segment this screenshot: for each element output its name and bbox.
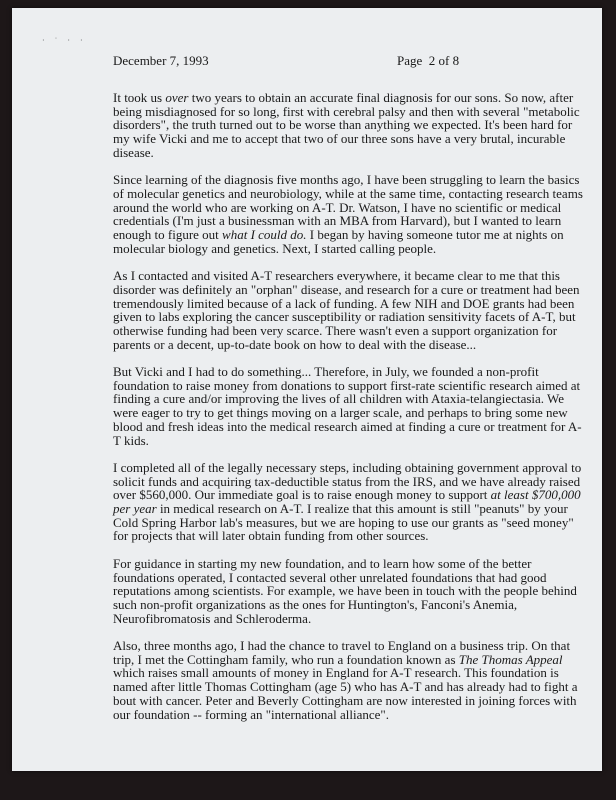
text-line [113,227,564,243]
text-run: disorder was definitely an "orphan" disease, and research for a cure or treatment had been [113,281,580,297]
text-run: bout with cancer. Peter and Beverly Cottingham are now interested in joining forces with [113,692,577,708]
text-line [113,377,581,393]
text-run: Also, three months ago, I had the chance to travel to England on a business trip. On that [113,638,571,654]
text-line [113,473,581,489]
italic-text: at least $700,000 [490,487,581,503]
text-run: around the world who are working on A-T. Dr. Watson, I have no scientific or medical [113,199,562,215]
text-run: named after little Thomas Cottingham (age 5) who has A-T and has already had to fight a [113,679,578,695]
text-line [113,487,581,503]
italic-text: what I could do. [222,227,307,243]
text-line [113,365,543,379]
text-line [113,569,547,585]
text-run: were eager to try to get things moving on a larger scale, and perhaps to bring some new [113,405,568,421]
text-line [113,679,578,695]
text-line [113,692,577,708]
text-line [113,391,565,407]
text-line [113,131,566,147]
text-run: foundations operated, I contacted several other unrelated foundations that had good [113,569,547,585]
letter-body [113,90,583,735]
text-run: disease. [113,144,154,160]
text-run: I began by having someone tutor me at nights on [306,227,564,243]
text-run: Neurofibromatosis and Schleroderma. [113,610,312,626]
text-line [113,90,574,105]
text-line [113,268,560,284]
text-run: foundation to raise money from donations to support first-rate scientific research aimed at [113,377,581,393]
text-line [113,242,543,256]
text-run: two years to obtain an accurate final diagnosis for our sons. So now, after [188,90,574,105]
paragraph-1 [113,90,580,160]
text-run: T kids. [113,432,149,448]
text-line [113,405,568,421]
text-run: solicit funds and acquiring tax-deductible status from the IRS, and we have already raised [113,473,581,489]
paragraph-6 [113,555,577,626]
text-line [113,418,582,434]
text-run: But Vicki and I had to do something... Therefore, in July, we founded a non-profit [113,364,539,380]
text-run: As I contacted and visited A-T researchers everywhere, it became clear to me that this [113,268,560,284]
text-line [113,322,558,338]
text-run: our foundation -- forming an "international alliance". [113,706,389,722]
paragraph-5 [113,459,582,544]
italic-text: The Thomas Appeal [458,651,563,667]
text-line [113,309,576,325]
text-line [113,665,559,681]
text-run: otherwise funding had been very scarce. There wasn't even a support organization for [113,322,558,338]
text-line [113,501,568,517]
text-run: It took us [113,90,166,105]
text-line [113,529,543,543]
text-run: such non-profit organizations as the ones for Huntington's, Fanconi's Anemia, [113,596,518,612]
text-run: credentials (I'm just a businessman with an MBA from Harvard), but I wanted to learn [113,213,562,229]
italic-text: per year [113,501,157,517]
text-line [113,459,582,475]
text-run: For guidance in starting my new foundation, and to learn how some of the better [113,555,532,571]
text-run: in medical research on A-T. I realize that this amount is still "peanuts" by your [156,501,568,517]
paragraph-7 [113,638,578,722]
text-line [113,185,583,201]
text-run: I completed all of the legally necessary steps, including obtaining government approval to [113,459,582,475]
text-run: over $560,000. Our immediate goal is to raise enough money to support [113,487,491,503]
text-run: given to labs exploring the cancer susceptibility or radiation sensitivity facets of A-T, but [113,309,576,325]
text-line [113,612,543,626]
text-run: blood and fresh ideas into the medical research aimed at finding a cure or treatment for A- [113,418,582,434]
paragraph-4 [113,364,582,448]
document-page [12,8,602,771]
text-run: molecular biology and genetics. Next, I started calling people. [113,240,437,256]
text-line [113,117,573,133]
text-run: reputations among scientists. For example, we have been in touch with the people behind [113,583,577,599]
text-line [113,281,580,297]
text-line [113,651,563,667]
text-run: enough to figure out [113,227,223,243]
text-run: which raises small amounts of money in England for A-T research. This foundation is [113,665,559,681]
text-run: disorders", the truth turned out to be worse than anything we expected. It's been hard for [113,117,573,133]
text-line [113,638,571,654]
text-run: tremendously limited because of a lack of funding. A few NIH and DOE grants had been [113,295,575,311]
text-run: Since learning of the diagnosis five months ago, I have been struggling to learn the basics [113,172,580,188]
text-run: of molecular genetics and neurobiology, while at the same time, contacting research teams [113,185,583,201]
text-run: being misdiagnosed for so long, first with cerebral palsy and then with several "metabolic [113,103,580,119]
text-line [113,295,575,311]
text-run: Cold Spring Harbor lab's measures, but we are hoping to use our grants as "seed money" [113,514,574,530]
text-run: parents or a decent, up-to-date book on how to deal with the disease... [113,336,477,352]
text-line [113,598,543,612]
text-run: my wife Vicki and me to accept that two of our three sons have a very brutal, incurable [113,131,566,147]
text-line [113,172,580,188]
text-line [113,514,574,530]
italic-text: over [165,90,189,105]
text-line [113,338,543,352]
letter-date: December 7, 1993 [113,53,209,68]
paragraph-2 [113,172,583,256]
text-line [113,708,543,722]
text-run: finding a cure and/or improving the lives of all children with Ataxia-telangiectasia. We [113,391,565,407]
scan-specks: · ˙ · · [42,36,87,45]
text-line [113,557,543,571]
text-line [113,583,577,599]
page-number: Page 2 of 8 [397,53,460,68]
text-line [113,146,543,160]
text-line [113,434,543,448]
paragraph-3 [113,268,580,352]
text-run: trip, I met the Cottingham family, who run a foundation known as [113,651,459,667]
text-line [113,213,562,229]
text-line [113,199,562,215]
text-run: for projects that will later obtain funding from other sources. [113,528,429,544]
text-line [113,103,580,119]
